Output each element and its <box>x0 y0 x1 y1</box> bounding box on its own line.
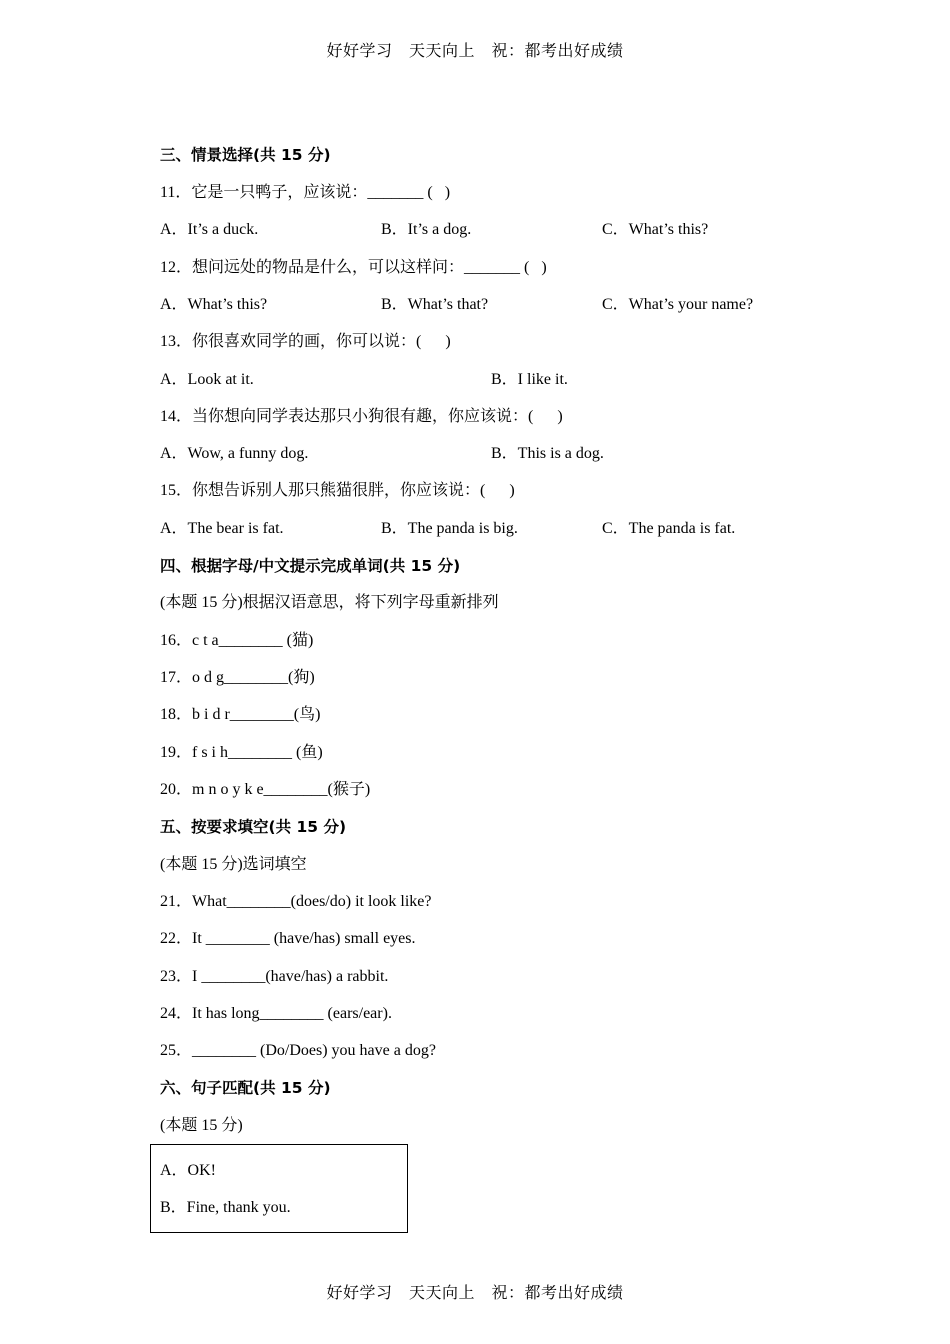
question-13: 13．你很喜欢同学的画，你可以说：( ) <box>160 333 451 350</box>
page-footer: 好好学习 天天向上 祝：都考出好成绩 <box>326 1283 624 1302</box>
question-21: 21．What________(does/do) it look like? <box>160 893 432 910</box>
section-6-title: 六、句子匹配(共 15 分) <box>160 1079 331 1097</box>
question-12: 12．想问远处的物品是什么，可以这样问：_______ ( ) <box>160 259 547 276</box>
q15-option-a: A．The bear is fat. <box>160 520 284 537</box>
match-option-b: B．Fine, thank you. <box>160 1199 291 1216</box>
section-5-note: (本题 15 分)选词填空 <box>160 856 307 873</box>
q14-option-b: B．This is a dog. <box>491 445 604 462</box>
section-6-note: (本题 15 分) <box>160 1117 243 1134</box>
question-19: 19．f s i h________ (鱼) <box>160 744 323 761</box>
match-option-a: A．OK! <box>160 1162 216 1179</box>
q15-option-c: C．The panda is fat. <box>602 520 736 537</box>
q11-option-b: B．It’s a dog. <box>381 221 472 238</box>
question-15: 15．你想告诉别人那只熊猫很胖，你应该说：( ) <box>160 482 515 499</box>
question-22: 22．It ________ (have/has) small eyes. <box>160 930 416 947</box>
q11-option-a: A．It’s a duck. <box>160 221 259 238</box>
q14-option-a: A．Wow, a funny dog. <box>160 445 309 462</box>
section-5-title: 五、按要求填空(共 15 分) <box>160 818 347 836</box>
question-16: 16．c t a________ (猫) <box>160 632 314 649</box>
page-header: 好好学习 天天向上 祝：都考出好成绩 <box>326 41 624 60</box>
question-24: 24．It has long________ (ears/ear). <box>160 1005 392 1022</box>
section-4-title: 四、根据字母/中文提示完成单词(共 15 分) <box>160 557 461 575</box>
match-options-box <box>150 1144 408 1233</box>
question-20: 20．m n o y k e________(猴子) <box>160 781 371 798</box>
question-14: 14．当你想向同学表达那只小狗很有趣，你应该说：( ) <box>160 408 563 425</box>
q13-option-a: A．Look at it. <box>160 371 254 388</box>
question-25: 25．________ (Do/Does) you have a dog? <box>160 1042 436 1059</box>
question-18: 18．b i d r________(鸟) <box>160 706 321 723</box>
q12-option-a: A．What’s this? <box>160 296 268 313</box>
q15-option-b: B．The panda is big. <box>381 520 518 537</box>
q12-option-c: C．What’s your name? <box>602 296 754 313</box>
question-17: 17．o d g________(狗) <box>160 669 315 686</box>
section-4-note: (本题 15 分)根据汉语意思，将下列字母重新排列 <box>160 594 499 611</box>
section-3-title: 三、情景选择(共 15 分) <box>160 146 331 164</box>
question-11: 11．它是一只鸭子，应该说：_______ ( ) <box>160 184 451 201</box>
q11-option-c: C．What’s this? <box>602 221 709 238</box>
q13-option-b: B．I like it. <box>491 371 568 388</box>
question-23: 23．I ________(have/has) a rabbit. <box>160 968 389 985</box>
q12-option-b: B．What’s that? <box>381 296 489 313</box>
